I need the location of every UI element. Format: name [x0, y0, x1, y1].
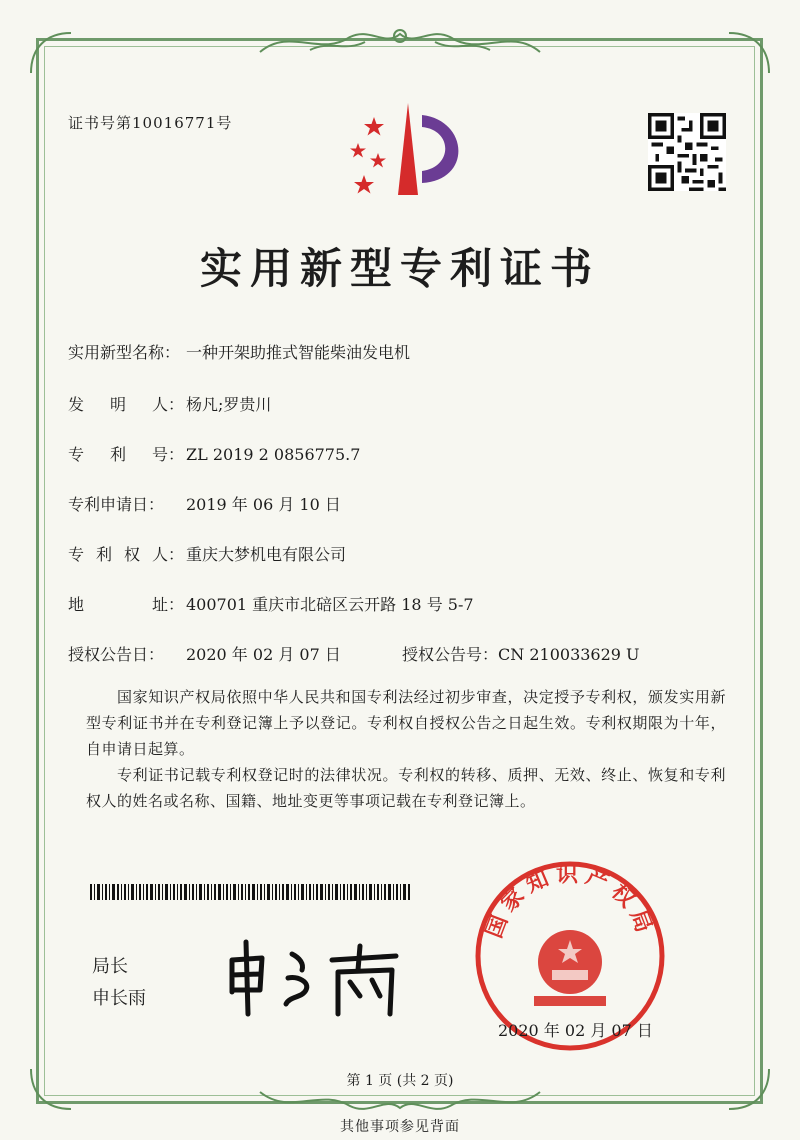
qr-code-icon: [648, 113, 726, 191]
field-value: CN 210033629 U: [498, 645, 640, 664]
field-inventor: [68, 392, 271, 415]
field-grant-number: [402, 642, 640, 665]
field-label: 专利申请日：: [68, 495, 165, 514]
corner-ornament-icon: [724, 28, 774, 78]
field-value: 2020 年 02 月 07 日: [186, 645, 341, 664]
footer-note: 其他事项参见背面: [340, 1119, 460, 1135]
field-filing-date: [68, 492, 341, 515]
certificate-number-value: 10016771: [132, 114, 217, 132]
field-label: 授权公告号：: [402, 645, 499, 664]
certificate-number-suffix: 号: [216, 114, 233, 132]
field-patentee: [68, 542, 346, 565]
field-value: 400701 重庆市北碚区云开路 18 号 5-7: [186, 595, 474, 614]
field-value: 一种开架助推式智能柴油发电机: [186, 343, 411, 362]
paragraph-legal-status: 专利证书记载专利权登记时的法律状况。专利权的转移、质押、无效、终止、恢复和专利权人的姓名或名称、国籍、地址变更等事项记载在专利登记簿上。: [86, 766, 726, 810]
field-label: 授权公告日：: [68, 645, 165, 664]
signatory-name: 申长雨: [92, 988, 146, 1009]
field-label: 专 利 权 人 ：: [68, 545, 185, 564]
field-value: 杨凡;罗贵川: [186, 395, 272, 414]
field-value: 重庆大梦机电有限公司: [186, 545, 347, 564]
field-label: 地 址 ：: [68, 595, 185, 614]
paragraph-grant-statement: 国家知识产权局依照中华人民共和国专利法经过初步审查，决定授予专利权，颁发实用新型专利证书并在专利登记簿上予以登记。专利权自授权公告之日起生效。专利权期限为十年，自申请日起算。: [86, 688, 726, 758]
field-label: 专 利 号 ：: [68, 445, 185, 464]
emblem-logo-icon: [338, 95, 468, 205]
certificate-number: [68, 112, 232, 133]
issue-date: 2020 年 02 月 07 日: [498, 1021, 653, 1040]
corner-ornament-icon: [26, 28, 76, 78]
document-title: 实用新型专利证书: [199, 244, 600, 293]
seal-text: 国家知识产权局: [481, 862, 659, 942]
field-patent-number: [68, 442, 360, 465]
page-number: 第 1 页 (共 2 页): [346, 1073, 454, 1089]
field-address: [68, 592, 474, 615]
signatory-role: 局长: [92, 956, 128, 977]
top-ornament-icon: [250, 22, 550, 62]
field-value: ZL 2019 2 0856775.7: [186, 445, 361, 464]
svg-text:国家知识产权局: [482, 862, 658, 941]
field-label: 实用新型名称：: [68, 343, 181, 362]
certificate-number-label: 证书号第: [68, 114, 133, 132]
field-utility-model-name: [68, 340, 410, 363]
field-value: 2019 年 06 月 10 日: [186, 495, 341, 514]
field-label: 发 明 人 ：: [68, 395, 185, 414]
barcode-icon: [90, 884, 410, 900]
signature-icon: [220, 930, 410, 1020]
field-grant-date: [68, 642, 341, 665]
